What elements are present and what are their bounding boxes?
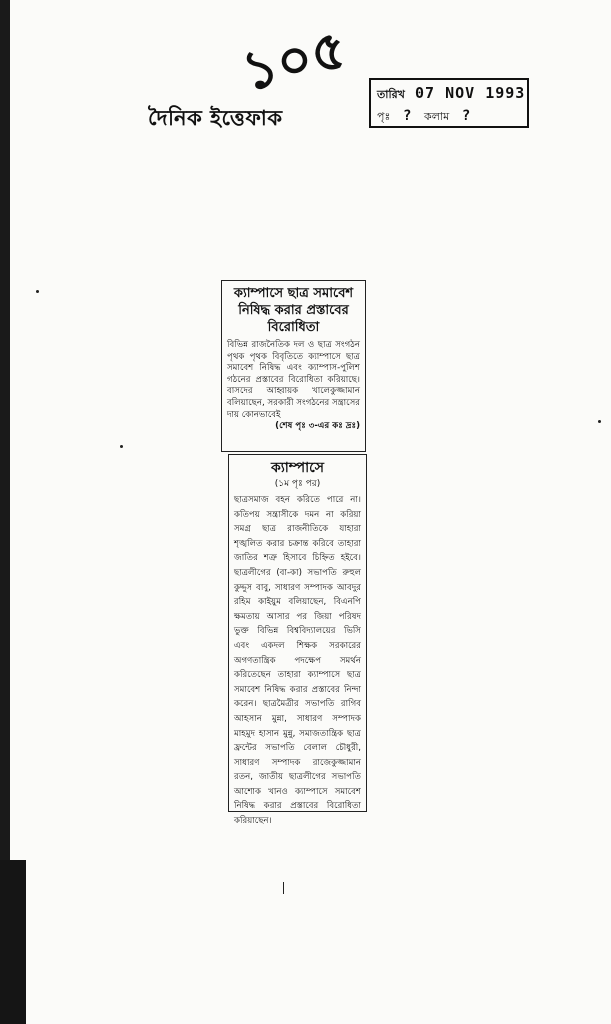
continued-body: ছাত্রসমাজ বহন করিতে পারে না। কতিপয় সন্ত্রাসীকে দমন না করিয়া সমগ্র ছাত্র রাজনীতিকে যাহারা শৃঙ্খলিত করার চক্রান্ত করিবে তাহারা জাতির শত্রু হিসাবে চিহ্নিত হইবে। ছাত্রলীগের (বা-কা) সভাপতি রুহুল কুদ্দুস বাবু, সাধারণ সম্পাদক আবদুর রহিম কাইয়ুম বলিয়াছেন, বিএনপি ক্ষমতায় আসার পর জিয়া পরিষদ ভুক্ত বিভিন্ন বিশ্ববিদ্যালয়ের ভিসি এবং একদল শিক্ষক সরকারের অগণতান্ত্রিক পদক্ষেপ সমর্থন করিতেছেন তাহারা ক্যাম্পাসে ছাত্র সমাবেশ নিষিদ্ধ করার প্রস্তাবের নিন্দা করেন। ছাত্রমৈত্রীর সভাপতি রাগিব আহসান মুন্না, সাধারণ সম্পাদক মাহমুদ হাসান মুন্নু, সমাজতান্ত্রিক ছাত্র ফ্রন্টের সভাপতি বেলাল চৌধুরী, সাধারণ সম্পাদক রাজেকুজ্জামান রতন, জাতীয় ছাত্রলীগের সভাপতি আশোক খানও ক্যাম্পাসে সমাবেশ নিষিদ্ধ করার প্রস্তাবের বিরোধিতা করিয়াছেন। xyxy=(234,495,361,827)
clipping-headline: ক্যাম্পাসে ছাত্র সমাবেশ নিষিদ্ধ করার প্রস্তাবের বিরোধিতা xyxy=(233,286,354,335)
scan-mark xyxy=(283,882,284,894)
stamp-date: 07 NOV 1993 xyxy=(415,84,526,102)
continued-headline: ক্যাম্পাসে xyxy=(270,460,325,476)
news-clipping-continued xyxy=(228,454,367,827)
stamp-page-value: ? xyxy=(402,108,412,124)
stamp-date-label: তারিখ xyxy=(377,88,405,101)
scan-speck xyxy=(598,420,601,423)
news-clipping-main xyxy=(221,280,366,452)
archive-stamp xyxy=(369,78,529,128)
scan-speck xyxy=(120,445,123,448)
clipping-continuation: (শেষ পৃঃ ৩-এর কঃ দ্রঃ) xyxy=(275,421,360,432)
stamp-page-column xyxy=(377,108,476,127)
handwritten-number: ১০৫ xyxy=(235,15,353,104)
clipping-body: বিভিন্ন রাজনৈতিক দল ও ছাত্র সংগঠন পৃথক পৃথক বিবৃতিতে ক্যাম্পাসে ছাত্র সমাবেশ নিষিদ্ধ এবং ক্যাম্পাস-পুলিশ গঠনের প্রস্তাবের বিরোধিতা করিয়াছে। বাসদের আহ্বায়ক খালেকুজ্জামান বলিয়াছেন, সরকারী সংগঠনের সন্ত্রাসের দায় কোনভাবেই xyxy=(227,340,360,420)
stamp-column-label: কলাম xyxy=(424,110,450,123)
continued-subheading: (১ম পৃঃ পর) xyxy=(274,479,321,489)
scan-edge-shadow-bottom xyxy=(0,860,26,1024)
scan-speck xyxy=(36,290,39,293)
stamp-column-value: ? xyxy=(461,108,471,124)
stamp-page-label: পৃঃ xyxy=(377,110,391,123)
newspaper-masthead: দৈনিক ইত্তেফাক xyxy=(148,106,283,130)
